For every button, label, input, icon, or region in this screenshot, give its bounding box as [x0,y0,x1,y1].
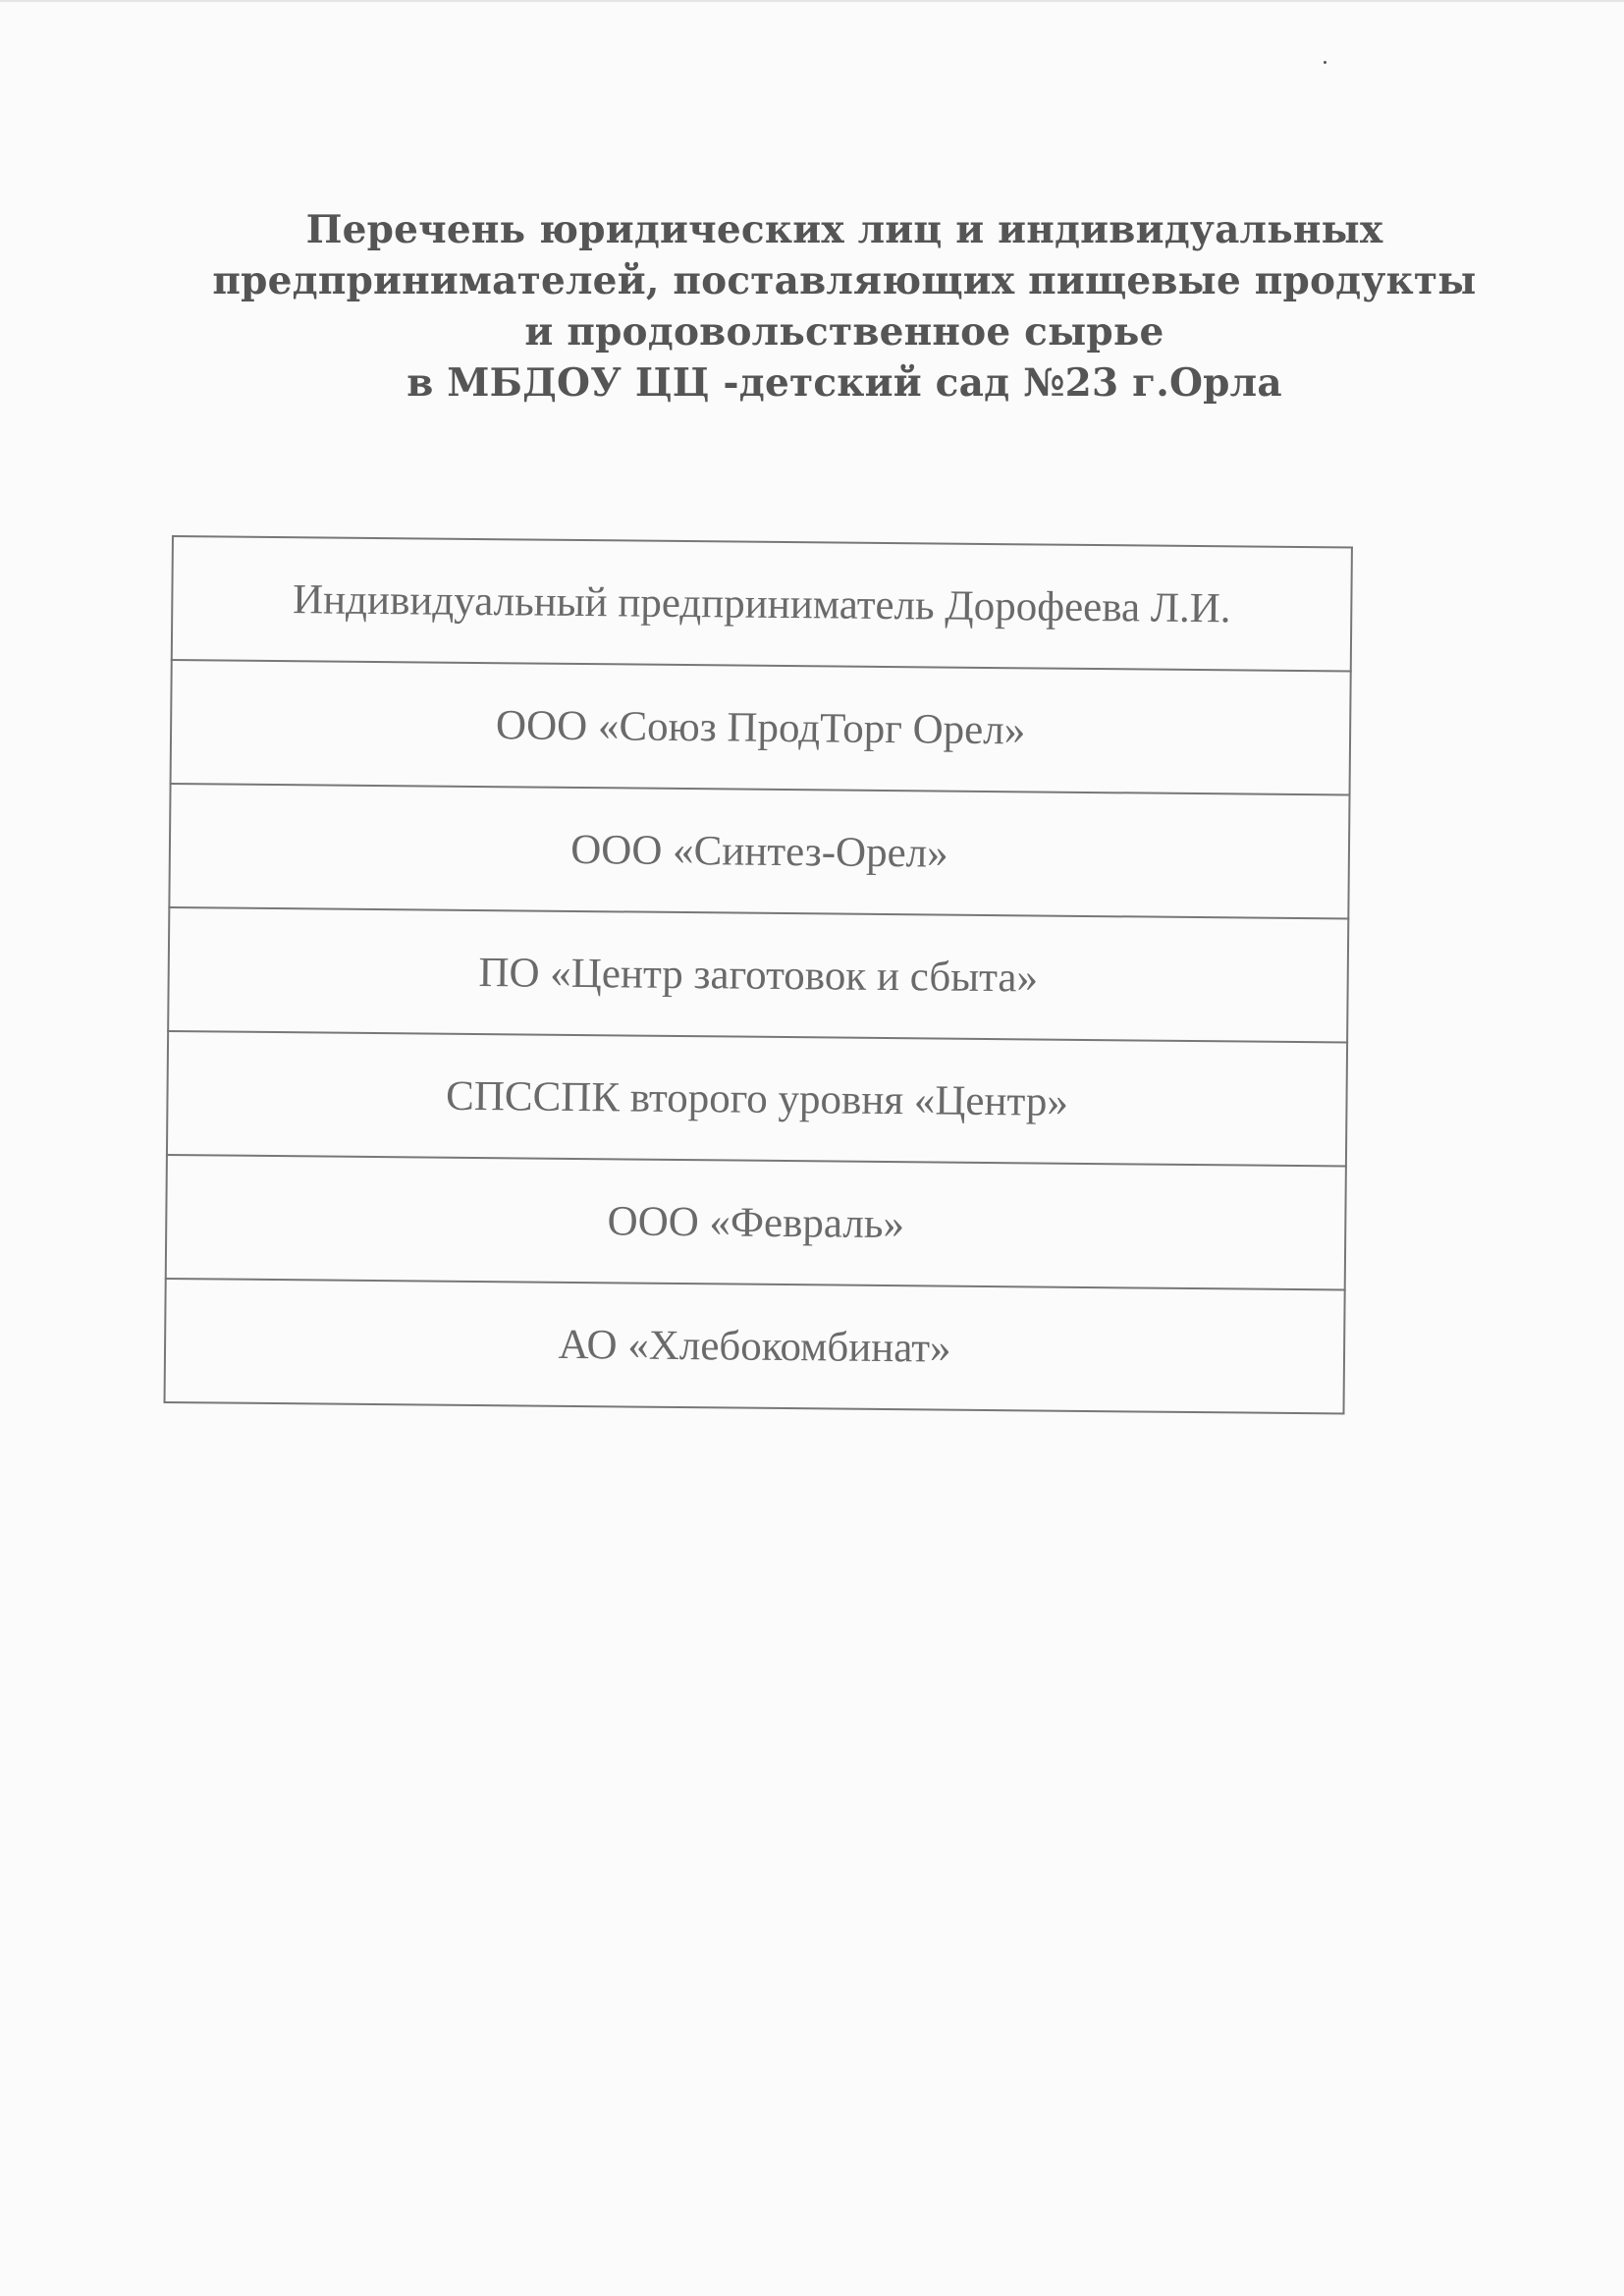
table-row [172,536,1352,672]
title-line-2: предпринимателей, поставляющих пищевые продукты [212,258,1477,303]
document-title [147,204,1542,409]
scan-top-edge [0,0,1624,2]
table-row [166,1155,1346,1290]
title-line-1: Перечень юридических лиц и индивидуальных [305,207,1383,252]
table-row [169,784,1349,919]
table-row [167,1031,1347,1167]
supplier-table [164,535,1353,1415]
supplier-cell: ООО «Союз ПродТорг Орел» [171,660,1351,795]
supplier-cell: Индивидуальный предприниматель Дорофеева Л.И. [172,536,1352,672]
table-row [168,907,1348,1043]
supplier-cell: ПО «Центр заготовок и сбыта» [168,907,1348,1043]
table-row [171,660,1351,795]
supplier-cell: СПССПК второго уровня «Центр» [167,1031,1347,1167]
table-row [165,1279,1345,1414]
supplier-cell: ООО «Синтез-Орел» [169,784,1349,919]
scan-speck [1324,61,1326,64]
supplier-cell: ООО «Февраль» [166,1155,1346,1290]
title-line-4: в МБДОУ ЦЦ -детский сад №23 г.Орла [406,360,1282,406]
supplier-cell: АО «Хлебокомбинат» [165,1279,1345,1414]
title-line-3: и продовольственное сырье [524,309,1164,355]
